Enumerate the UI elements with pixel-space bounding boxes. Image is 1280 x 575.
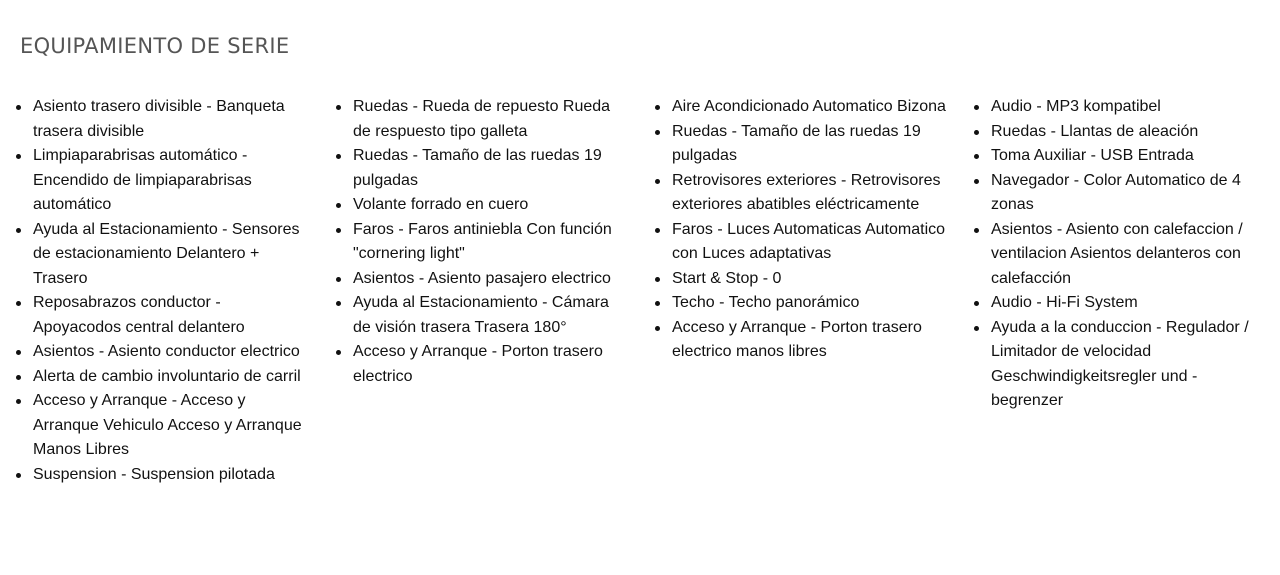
bullet-icon (974, 326, 979, 331)
list-item-text: Toma Auxiliar - USB Entrada (991, 147, 1194, 164)
list-item (14, 144, 304, 218)
list-item-text: Aire Acondicionado Automatico Bizona (672, 98, 946, 115)
bullet-icon (16, 473, 21, 478)
list-item-text: Retrovisores exteriores - Retrovisores exteriores abatibles eléctricamente (672, 171, 941, 213)
list-item-text: Ruedas - Tamaño de las ruedas 19 pulgadas (353, 147, 602, 189)
equipment-list-column-3 (653, 95, 951, 365)
list-item (972, 169, 1267, 218)
list-item (14, 389, 304, 463)
list-item-text: Asiento trasero divisible - Banqueta trasera divisible (33, 98, 285, 140)
bullet-icon (16, 301, 21, 306)
bullet-icon (655, 277, 660, 282)
list-item (14, 340, 304, 365)
list-item-text: Audio - MP3 kompatibel (991, 98, 1161, 115)
bullet-icon (974, 105, 979, 110)
equipment-list-column-2 (334, 95, 629, 389)
bullet-icon (974, 154, 979, 159)
bullet-icon (336, 203, 341, 208)
list-item (334, 144, 629, 193)
list-item (653, 291, 951, 316)
bullet-icon (655, 130, 660, 135)
list-item-text: Ruedas - Llantas de aleación (991, 122, 1199, 140)
bullet-icon (974, 228, 979, 233)
list-item (653, 95, 951, 120)
equipment-list-column-1 (14, 95, 304, 487)
list-item-text: Start & Stop - 0 (672, 269, 782, 287)
list-item-text: Faros - Luces Automaticas Automatico con Luces adaptativas (672, 220, 946, 262)
list-item (334, 95, 629, 144)
list-item (14, 365, 304, 390)
list-item (972, 144, 1267, 169)
list-item-text: Ayuda al Estacionamiento - Cámara de visión trasera Trasera 180° (353, 294, 609, 336)
bullet-icon (974, 301, 979, 306)
list-item-text: Asientos - Asiento pasajero electrico (353, 269, 611, 287)
bullet-icon (16, 399, 21, 404)
bullet-icon (16, 228, 21, 233)
bullet-icon (974, 179, 979, 184)
bullet-icon (336, 350, 341, 355)
list-item (14, 218, 304, 292)
bullet-icon (655, 228, 660, 233)
list-item (972, 316, 1267, 414)
list-item (334, 291, 629, 340)
list-item (14, 463, 304, 488)
list-item-text: Acceso y Arranque - Acceso y Arranque Vehiculo Acceso y Arranque Manos Libres (33, 392, 302, 458)
list-item (14, 291, 304, 340)
list-item-text: Faros - Faros antiniebla Con función "cornering light" (353, 220, 612, 262)
list-item (334, 340, 629, 389)
list-item-text: Asientos - Asiento con calefaccion / ventilacion Asientos delanteros con calefacción (991, 220, 1243, 287)
list-item (653, 169, 951, 218)
bullet-icon (336, 105, 341, 110)
bullet-icon (336, 301, 341, 306)
bullet-icon (336, 277, 341, 282)
list-item (653, 218, 951, 267)
list-item-text: Suspension - Suspension pilotada (33, 465, 275, 483)
list-item (972, 218, 1267, 292)
bullet-icon (655, 326, 660, 331)
list-item (334, 218, 629, 267)
bullet-icon (336, 154, 341, 159)
bullet-icon (336, 228, 341, 233)
bullet-icon (655, 105, 660, 110)
list-item-text: Audio - Hi-Fi System (991, 294, 1138, 311)
bullet-icon (655, 301, 660, 306)
list-item-text: Ruedas - Rueda de repuesto Rueda de respuesto tipo galleta (353, 98, 611, 140)
list-item (972, 120, 1267, 145)
list-item-text: Alerta de cambio involuntario de carril (33, 367, 301, 385)
bullet-icon (16, 375, 21, 380)
list-item-text: Asientos - Asiento conductor electrico (33, 343, 300, 360)
bullet-icon (655, 179, 660, 184)
list-item-text: Techo - Techo panorámico (672, 294, 860, 311)
list-item (334, 267, 629, 292)
bullet-icon (974, 130, 979, 135)
list-item-text: Ayuda a la conduccion - Regulador / Limitador de velocidad Geschwindigkeitsregler und -begrenzer (991, 318, 1249, 409)
list-item (972, 291, 1267, 316)
list-item-text: Ayuda al Estacionamiento - Sensores de estacionamiento Delantero + Trasero (33, 220, 300, 287)
bullet-icon (16, 350, 21, 355)
section-title: EQUIPAMIENTO DE SERIE (20, 34, 290, 58)
list-item-text: Navegador - Color Automatico de 4 zonas (991, 171, 1241, 213)
list-item (653, 267, 951, 292)
equipment-list-column-4 (972, 95, 1267, 414)
list-item-text: Acceso y Arranque - Porton trasero electrico manos libres (672, 318, 922, 360)
list-item-text: Reposabrazos conductor - Apoyacodos central delantero (33, 294, 245, 336)
list-item (334, 193, 629, 218)
bullet-icon (16, 154, 21, 159)
list-item (14, 95, 304, 144)
list-item-text: Volante forrado en cuero (353, 196, 529, 213)
list-item-text: Ruedas - Tamaño de las ruedas 19 pulgadas (672, 122, 921, 164)
list-item-text: Acceso y Arranque - Porton trasero electrico (353, 343, 603, 385)
list-item (653, 120, 951, 169)
list-item-text: Limpiaparabrisas automático - Encendido de limpiaparabrisas automático (33, 147, 252, 213)
list-item (972, 95, 1267, 120)
bullet-icon (16, 105, 21, 110)
list-item (653, 316, 951, 365)
